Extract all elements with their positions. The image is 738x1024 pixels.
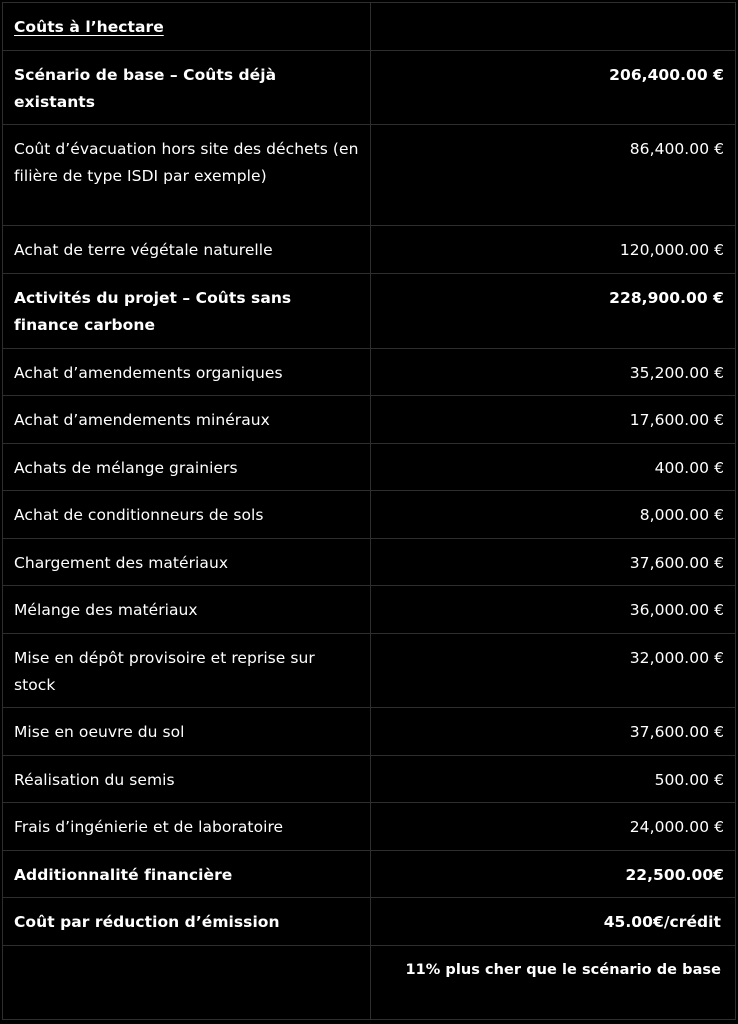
table-row [3,946,736,1020]
row-value: 32,000.00 € [371,634,736,708]
table-row [3,51,736,125]
row-value: 206,400.00 € [371,51,736,125]
row-label: Scénario de base – Coûts déjà existants [3,51,371,125]
table-row [3,803,736,851]
table-row [3,125,736,226]
row-label: Mise en oeuvre du sol [3,708,371,756]
row-value: 400.00 € [371,444,736,491]
header-value-cell [371,3,736,51]
table-header-row [3,3,736,51]
table-row [3,226,736,274]
row-value: 228,900.00 € [371,274,736,349]
row-value: 35,200.00 € [371,349,736,396]
row-value: 8,000.00 € [371,491,736,539]
table-row [3,586,736,634]
header-label-cell [3,3,371,51]
row-value: 24,000.00 € [371,803,736,851]
table-row [3,756,736,803]
row-label: Achat de conditionneurs de sols [3,491,371,539]
table-row [3,898,736,946]
row-label: Mélange des matériaux [3,586,371,634]
row-label [3,946,371,1020]
row-label: Activités du projet – Coûts sans finance carbone [3,274,371,349]
table-title: Coûts à l’hectare [14,18,164,36]
table-row [3,539,736,586]
table-row [3,708,736,756]
row-value: 37,600.00 € [371,708,736,756]
table-row [3,851,736,898]
table-row [3,274,736,349]
comparison-note: 11% plus cher que le scénario de base [371,946,736,1020]
row-value: 120,000.00 € [371,226,736,274]
table-row [3,444,736,491]
row-label: Achat de terre végétale naturelle [3,226,371,274]
row-label: Coût par réduction d’émission [3,898,371,946]
row-label: Achat d’amendements minéraux [3,396,371,444]
row-label: Coût d’évacuation hors site des déchets (en filière de type ISDI par exemple) [3,125,371,226]
cost-table [2,2,736,1020]
row-value: 45.00€/crédit [371,898,736,946]
row-label: Chargement des matériaux [3,539,371,586]
row-value: 500.00 € [371,756,736,803]
row-label: Achat d’amendements organiques [3,349,371,396]
row-value: 86,400.00 € [371,125,736,226]
row-value: 37,600.00 € [371,539,736,586]
row-value: 22,500.00€ [371,851,736,898]
table-row [3,396,736,444]
row-label: Frais d’ingénierie et de laboratoire [3,803,371,851]
row-label: Achats de mélange grainiers [3,444,371,491]
row-value: 17,600.00 € [371,396,736,444]
table-row [3,491,736,539]
row-label: Mise en dépôt provisoire et reprise sur stock [3,634,371,708]
table-row [3,634,736,708]
table-row [3,349,736,396]
row-label: Réalisation du semis [3,756,371,803]
row-label: Additionnalité financière [3,851,371,898]
row-value: 36,000.00 € [371,586,736,634]
